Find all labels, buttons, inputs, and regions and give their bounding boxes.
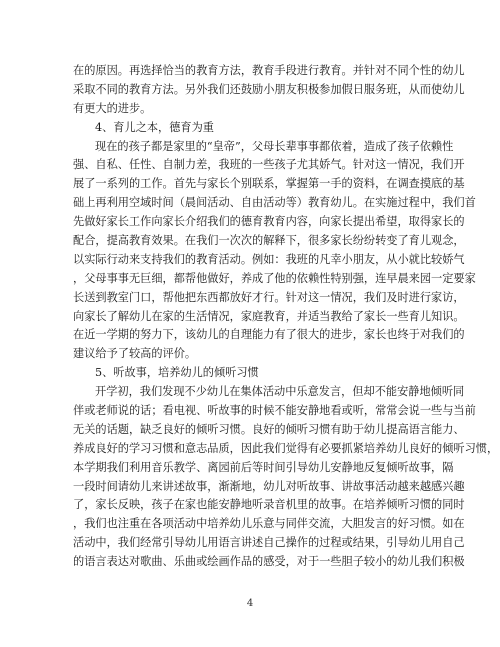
body-line: 养成良好的学习习惯和意志品质，因此我们觉得有必要抓紧培养幼儿良好的倾听习惯， — [73, 441, 499, 455]
body-line: 以实际行动来支持我们的教育活动。例如：我班的凡幸小朋友，从小就比较娇气 — [73, 252, 465, 266]
body-line: 伴或老师说的话；看电视、听故事的时候不能安静地看或听，常常会说一些与当前 — [73, 404, 476, 418]
body-line: 无关的话题，缺乏良好的倾听习惯。良好的倾听习惯有助于幼儿提高语言能力、 — [73, 422, 465, 436]
body-line: 展了一系列的工作。首先与家长个别联系，掌握第一手的资料，在调查摸底的基 — [73, 177, 465, 191]
page-body — [73, 62, 499, 572]
body-line: 有更大的进步。 — [73, 101, 152, 115]
page-number: 4 — [246, 598, 254, 609]
body-line: 采取不同的教育方法。另外我们还鼓励小朋友积极参加假日服务班，从而使幼儿 — [73, 82, 465, 96]
body-line: 建议给予了较高的评价。 — [73, 347, 197, 361]
body-line: 向家长了解幼儿在家的生活情况，家庭教育，并适当教给了家长一些育儿知识。 — [73, 309, 465, 323]
body-line: 配合，提高教育效果。在我们一次次的解释下，很多家长纷纷转变了育儿观念， — [73, 234, 465, 248]
body-line: 长送到教室门口，帮他把东西都放好才行。针对这一情况，我们及时进行家访， — [73, 290, 465, 304]
body-line: 强、自私、任性、自制力差，我班的一些孩子尤其娇气。针对这一情况，我们开 — [73, 158, 465, 172]
body-line: 在近一学期的努力下，该幼儿的自理能力有了很大的进步，家长也终于对我们的 — [73, 328, 465, 342]
body-line: 开学初，我们发现不少幼儿在集体活动中乐意发言，但却不能安静地倾听同 — [95, 385, 465, 399]
body-line: 在的原因。再选择恰当的教育方法，教育手段进行教育。并针对不同个性的幼儿 — [73, 64, 465, 77]
body-line: 一段时间请幼儿来讲述故事，渐渐地，幼儿对听故事、讲故事活动越来越感兴趣 — [73, 479, 465, 493]
body-line: 活动中，我们经常引导幼儿用语言讲述自己操作的过程或结果，引导幼儿用自己 — [73, 536, 465, 550]
body-line: ，我们也注重在各项活动中培养幼儿乐意与同伴交流，大胆发言的好习惯。如在 — [73, 517, 465, 531]
body-line: 现在的孩子都是家里的“皇帝”，父母长辈事事都依着，造成了孩子依赖性 — [95, 139, 454, 153]
body-line: 的语言表达对歌曲、乐曲或绘画作品的感受，对于一些胆子较小的幼儿我们积极 — [73, 555, 465, 569]
body-line: 础上再利用空域时间（晨间活动、自由活动等）教育幼儿。在实施过程中，我们首 — [73, 196, 476, 210]
section-heading-5: 5、听故事，培养幼儿的倾听习惯 — [95, 366, 259, 380]
section-heading-4: 4、育儿之本，德育为重 — [95, 120, 214, 134]
body-line: 先做好家长工作向家长介绍我们的德育教育内容，向家长提出希望，取得家长的 — [73, 215, 465, 229]
body-line: ，父母事事无巨细，都帮他做好，养成了他的依赖性特别强，连早晨来园一定要家 — [73, 271, 476, 285]
body-line: 本学期我们利用音乐教学、离园前后等时间引导幼儿安静地反复倾听故事，隔 — [73, 460, 454, 474]
body-line: 了，家长反映，孩子在家也能安静地听录音机里的故事。在培养倾听习惯的同时 — [73, 498, 465, 512]
